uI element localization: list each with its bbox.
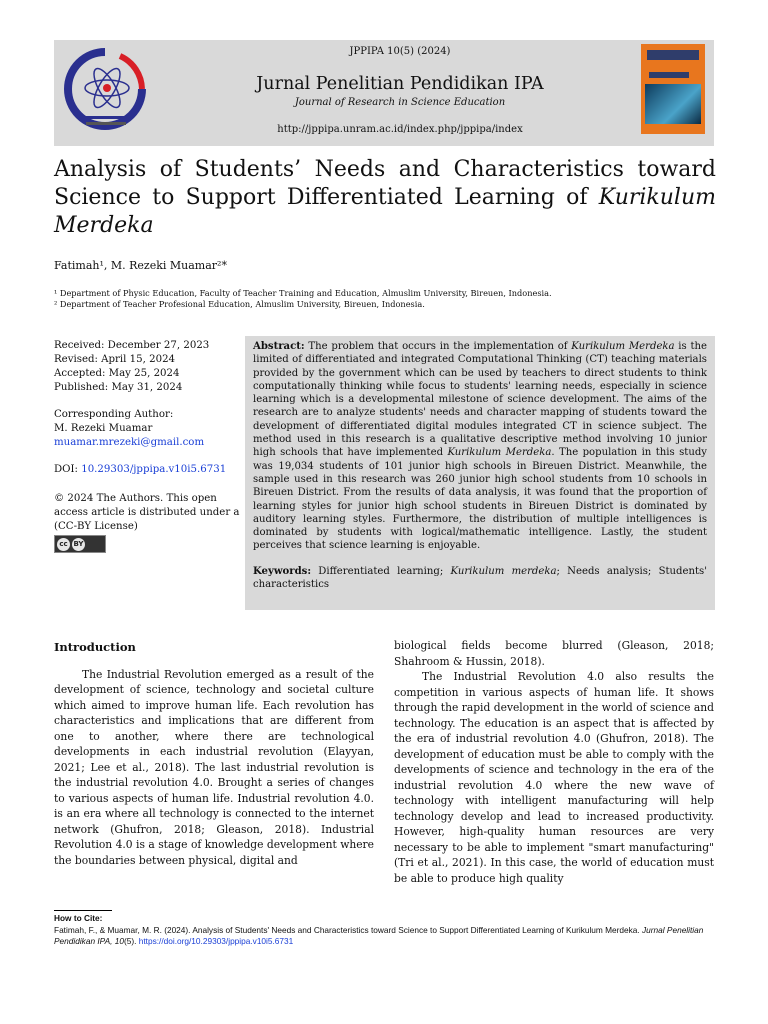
keywords: Keywords: Differentiated learning; Kurikulum merdeka; Needs analysis; Students' characteristics [253, 565, 707, 591]
by-icon: BY [72, 538, 85, 551]
journal-volume: JPPIPA 10(5) (2024) [349, 46, 451, 57]
article-title: Analysis of Students’ Needs and Characteristics toward Science to Support Differentiated Learning of Kurikulum Merdeka [54, 157, 716, 238]
body-left-column [54, 638, 374, 868]
introduction-heading: Introduction [54, 640, 136, 654]
corr-email-link[interactable]: muamar.mrezeki@gmail.com [54, 437, 205, 448]
cc-by-license-badge[interactable] [54, 535, 106, 553]
intro-paragraph-1-continued: biological fields become blurred (Gleason, 2018; Shahroom & Hussin, 2018). [394, 639, 714, 668]
accepted-date: Accepted: May 25, 2024 [54, 368, 180, 379]
abstract-text: Abstract: The problem that occurs in the implementation of Kurikulum Merdeka is the limited of differentiated and integrated Computational Thinking (CT) teaching materials provided by the government which can be used by teachers to direct students to think computationally thinking while focus to students' learning needs, especially in science learning which is a developmental milestone of science development. The aims of the research are to analyze students' needs and character mapping of students toward the development of differentiated digital modules integrated CT in science subject. The method used in this research is a qualitative descriptive method involving 10 junior high schools that have implemented Kurikulum Merdeka. The population in this study was 19,034 students of 101 junior high schools in Bireuen District. Meanwhile, the sample used in this research was 260 junior high school students from 10 schools in Bireuen District. From the results of data analysis, it was found that the proportion of learning styles for junior high school students in Bireuen District is dominated by auditory learning styles. Furthermore, the distribution of multiple intelligences is dominated by students with logical/mathematic intelligence. Lastly, the student perceives that science learning is enjoyable. [253, 341, 707, 552]
cite-label: How to Cite: [54, 913, 103, 923]
journal-subtitle: Journal of Research in Science Education [294, 97, 506, 108]
article-dates [54, 339, 244, 395]
revised-date: Revised: April 15, 2024 [54, 354, 176, 365]
how-to-cite [54, 913, 716, 948]
corresponding-author [54, 408, 244, 450]
authors: Fatimah¹, M. Rezeki Muamar²* [54, 259, 227, 272]
abstract-box [245, 336, 715, 610]
footnote-rule [54, 910, 112, 911]
cite-text: Fatimah, F., & Muamar, M. R. (2024). Analysis of Students' Needs and Characteristics toward Science to Support Differentiated Learning of Kurikulum Merdeka. Jurnal Penelitian Pendidikan IPA, 10(5). https://doi.org/10.29303/jppipa.v10i5.6731 [54, 924, 704, 946]
cc-icon: cc [57, 538, 70, 551]
journal-cover-thumbnail [641, 44, 705, 134]
affiliation-1: ¹ Department of Physic Education, Faculty of Teacher Training and Education, Almuslim University, Bireuen, Indonesia. [54, 288, 552, 298]
doi-line: DOI: 10.29303/jppipa.v10i5.6731 [54, 464, 227, 475]
journal-url-link[interactable]: http://jppipa.unram.ac.id/index.php/jppipa/index [277, 124, 523, 135]
corr-label: Corresponding Author: [54, 409, 174, 420]
published-date: Published: May 31, 2024 [54, 382, 183, 393]
intro-paragraph-2: The Industrial Revolution 4.0 also results the competition in various aspects of human life. It shows through the rapid development in the world of science and technology. The education is an aspect that is affected by the era of industrial revolution 4.0 (Ghufron, 2018). The development of education must be able to comply with the developments of science and technology in the era of the industrial revolution 4.0 where the new wave of technology with intelligent manufacturing will help technology develop and lead to increased productivity. However, high-quality human resources are very necessary to be able to implement "smart manufacturing" (Tri et al., 2021). In this case, the world of education must be able to produce high quality [394, 670, 714, 885]
body-right-column [394, 638, 714, 886]
affiliation-2: ² Department of Teacher Profesional Education, Almuslim University, Bireuen, Indonesia. [54, 299, 425, 309]
journal-title: Jurnal Penelitian Pendidikan IPA [256, 74, 544, 94]
intro-paragraph-1: The Industrial Revolution emerged as a result of the development of science, technology and societal culture which aimed to improve human life. Each revolution has characteristics and implications that are different from one to another, where there are technological developments in each industrial revolution (Elayyan, 2021; Lee et al., 2018). The last industrial revolution is the industrial revolution 4.0. Brought a series of changes to various aspects of human life. Industrial revolution 4.0. is an era where all technology is connected to the internet network (Ghufron, 2018; Gleason, 2018). Industrial Revolution 4.0 is a stage of knowledge development where the boundaries between physical, digital and [54, 667, 374, 867]
license-text: © 2024 The Authors. This open access article is distributed under a (CC-BY License) [54, 493, 240, 532]
journal-logo-icon [60, 44, 150, 134]
corr-name: M. Rezeki Muamar [54, 423, 153, 434]
doi-link[interactable]: 10.29303/jppipa.v10i5.6731 [81, 464, 227, 475]
cite-doi-link[interactable]: https://doi.org/10.29303/jppipa.v10i5.6731 [138, 936, 294, 946]
received-date: Received: December 27, 2023 [54, 340, 210, 351]
